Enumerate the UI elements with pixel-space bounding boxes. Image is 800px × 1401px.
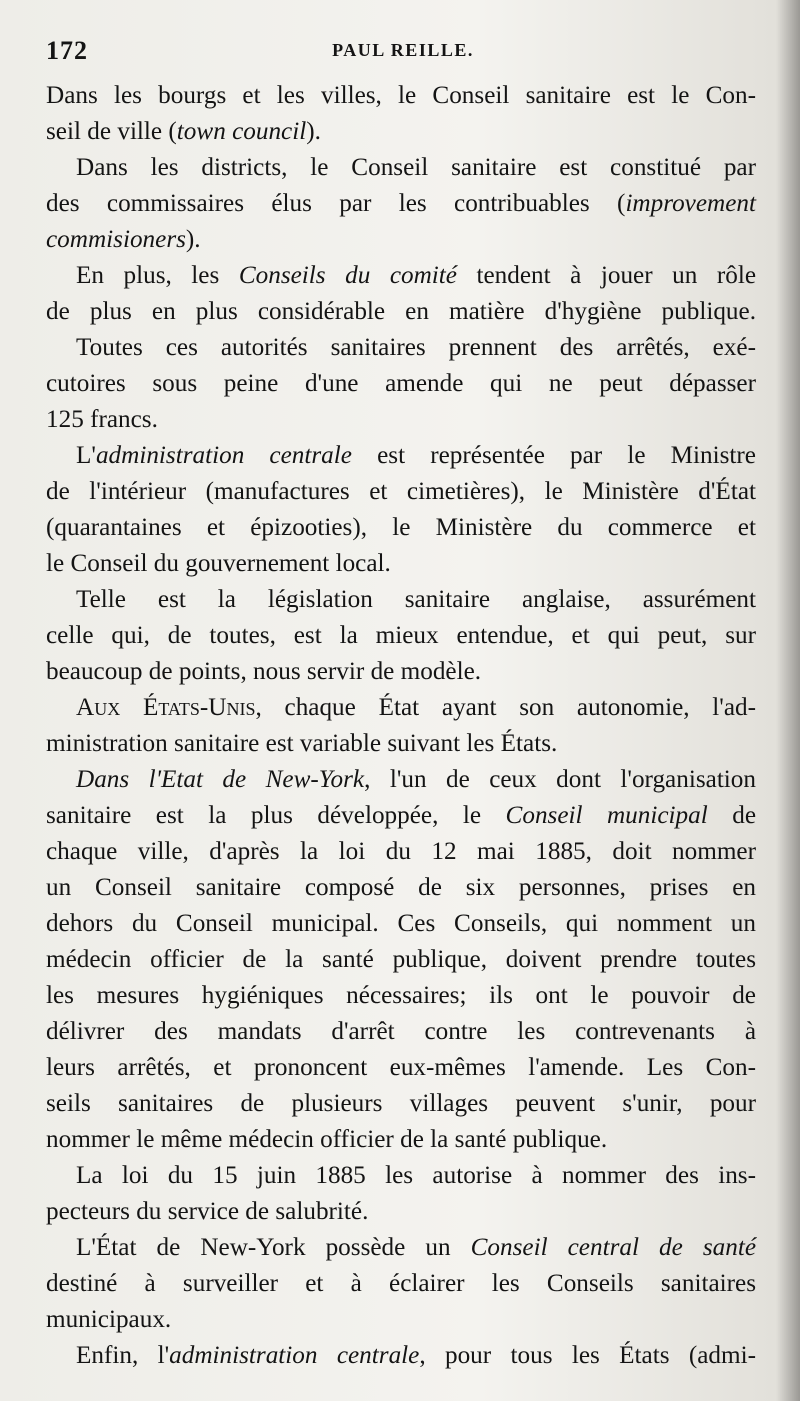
text-line: [46, 1122, 756, 1158]
text-line: [46, 186, 756, 222]
text-span: Dans les districts, le Conseil sanitaire est constitué par: [76, 154, 756, 181]
text-span: dehors du Conseil municipal. Ces Conseils, qui nomment un: [46, 910, 756, 937]
text-span: les mesures hygiéniques nécessaires; ils ont le pouvoir de: [46, 982, 756, 1009]
text-span: nommer le même médecin officier de la santé publique.: [46, 1126, 608, 1153]
italic-text: Conseil municipal: [505, 802, 708, 829]
text-line: [46, 942, 756, 978]
text-line: [46, 114, 756, 150]
italic-text: administration centrale: [169, 1342, 420, 1369]
text-span: seils sanitaires de plusieurs villages peuvent s'unir, pour: [46, 1090, 756, 1117]
text-line: [46, 1086, 756, 1122]
text-span: leurs arrêtés, et prononcent eux-mêmes l'amende. Les Con-: [46, 1054, 756, 1081]
page-header: [46, 36, 760, 66]
italic-text: administration centrale: [95, 442, 352, 469]
page-number: 172: [46, 36, 88, 65]
italic-text: commisioners: [46, 226, 186, 253]
text-span: ).: [185, 226, 201, 253]
text-span: de: [707, 802, 757, 829]
text-line: [46, 978, 756, 1014]
text-span: municipaux.: [46, 1306, 172, 1333]
text-line: [46, 150, 756, 186]
text-span: Dans les bourgs et les villes, le Conseil sanitaire est le Con-: [46, 82, 756, 109]
text-span: délivrer des mandats d'arrêt contre les contrevenants à: [46, 1018, 756, 1045]
text-line: [46, 1266, 756, 1302]
text-span: celle qui, de toutes, est la mieux entendue, et qui peut, sur: [46, 622, 756, 649]
text-span: médecin officier de la santé publique, doivent prendre toutes: [46, 946, 756, 973]
text-span: , pour tous les États (admi-: [419, 1342, 757, 1369]
text-line: [46, 690, 756, 726]
text-span: L'État de New-York possède un: [76, 1234, 471, 1261]
text-span: est représentée par le Ministre: [351, 442, 756, 469]
text-line: [46, 258, 756, 294]
text-span: La loi du 15 juin 1885 les autorise à nommer des ins-: [76, 1162, 756, 1189]
text-span: ministration sanitaire est variable suivant les États.: [46, 730, 558, 757]
text-span: En plus, les: [76, 262, 239, 289]
body-text: [46, 78, 756, 1374]
small-caps-text: Aux États-Unis: [76, 694, 256, 721]
text-span: , chaque État ayant son autonomie, l'ad-: [255, 694, 756, 721]
text-span: 125 francs.: [46, 406, 158, 433]
text-line: [46, 330, 756, 366]
text-span: destiné à surveiller et à éclairer les Conseils sanitaires: [46, 1270, 756, 1297]
text-span: de l'intérieur (manufactures et cimetières), le Ministère d'État: [46, 478, 756, 505]
italic-text: Dans l'Etat de New-York: [76, 766, 365, 793]
text-line: [46, 906, 756, 942]
italic-text: improvement: [625, 190, 756, 217]
text-span: chaque ville, d'après la loi du 12 mai 1885, doit nommer: [46, 838, 756, 865]
text-span: beaucoup de points, nous servir de modèle.: [46, 658, 482, 685]
text-line: [46, 1194, 756, 1230]
text-line: [46, 474, 756, 510]
text-span: seil de ville (: [46, 118, 177, 145]
text-line: [46, 798, 756, 834]
text-line: [46, 546, 756, 582]
text-span: Toutes ces autorités sanitaires prennent des arrêtés, exé-: [76, 334, 756, 361]
text-span: ).: [306, 118, 321, 145]
text-span: un Conseil sanitaire composé de six personnes, prises en: [46, 874, 756, 901]
text-line: [46, 402, 756, 438]
text-line: [46, 762, 756, 798]
text-span: , l'un de ceux dont l'organisation: [364, 766, 756, 793]
text-line: [46, 1050, 756, 1086]
text-line: [46, 78, 756, 114]
text-line: [46, 618, 756, 654]
text-line: [46, 1302, 756, 1338]
text-line: [46, 438, 756, 474]
running-head: PAUL REILLE.: [332, 40, 474, 60]
text-line: [46, 726, 756, 762]
text-line: [46, 1338, 756, 1374]
text-span: L': [76, 442, 96, 469]
text-line: [46, 1014, 756, 1050]
text-line: [46, 294, 756, 330]
text-span: Enfin, l': [76, 1342, 170, 1369]
text-line: [46, 654, 756, 690]
text-span: (quarantaines et épizooties), le Ministère du commerce et: [46, 514, 756, 541]
text-span: Telle est la législation sanitaire anglaise, assurément: [76, 586, 756, 613]
text-span: pecteurs du service de salubrité.: [46, 1198, 369, 1225]
text-span: le Conseil du gouvernement local.: [46, 550, 391, 577]
text-span: tendent à jouer un rôle: [456, 262, 756, 289]
text-line: [46, 510, 756, 546]
text-span: cutoires sous peine d'une amende qui ne peut dépasser: [46, 370, 756, 397]
italic-text: Conseil central de santé: [470, 1234, 756, 1261]
italic-text: Conseils du comité: [238, 262, 457, 289]
text-line: [46, 582, 756, 618]
text-line: [46, 366, 756, 402]
text-span: sanitaire est la plus développée, le: [46, 802, 506, 829]
text-line: [46, 870, 756, 906]
italic-text: town council: [176, 118, 307, 145]
text-line: [46, 1158, 756, 1194]
text-span: des commissaires élus par les contribuables (: [46, 190, 626, 217]
text-line: [46, 1230, 756, 1266]
text-line: [46, 834, 756, 870]
text-span: de plus en plus considérable en matière d'hygiène publique.: [46, 298, 756, 325]
text-line: [46, 222, 756, 258]
